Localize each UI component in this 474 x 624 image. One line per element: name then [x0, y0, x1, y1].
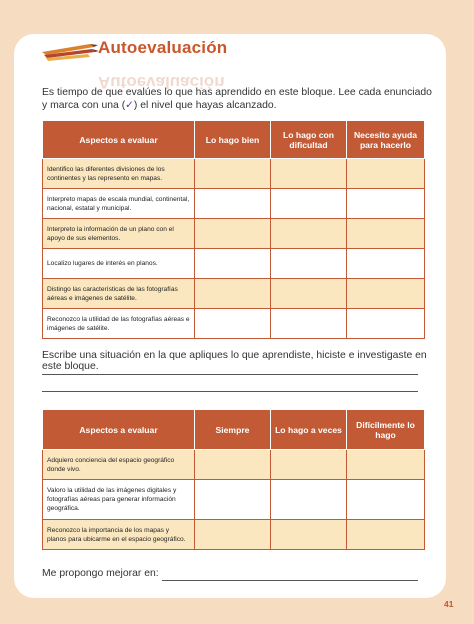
mark-cell[interactable]	[271, 480, 347, 520]
mark-cell[interactable]	[195, 219, 271, 249]
self-assessment-table-2	[42, 409, 425, 550]
mark-cell[interactable]	[347, 219, 425, 249]
self-assessment-table-1	[42, 120, 425, 339]
aspect-text: Distingo las características de las fotografías aéreas e imágenes de satélite.	[43, 279, 195, 309]
answer-line[interactable]	[42, 391, 418, 392]
col-header-with-difficulty: Lo hago con dificultad	[271, 121, 347, 159]
mark-cell[interactable]	[271, 219, 347, 249]
table-row	[43, 249, 425, 279]
mark-cell[interactable]	[195, 520, 271, 550]
improve-label: Me propongo mejorar en:	[42, 568, 159, 579]
table-row	[43, 480, 425, 520]
aspect-text: Localizo lugares de interés en planos.	[43, 249, 195, 279]
page-title: Autoevaluación	[98, 38, 228, 57]
mark-cell[interactable]	[271, 249, 347, 279]
mark-cell[interactable]	[195, 480, 271, 520]
mark-cell[interactable]	[271, 309, 347, 339]
aspect-text: Interpreto mapas de escala mundial, continental, nacional, estatal y municipal.	[43, 189, 195, 219]
mark-cell[interactable]	[271, 450, 347, 480]
mark-cell[interactable]	[271, 189, 347, 219]
section-header	[40, 38, 240, 92]
col-header-sometimes: Lo hago a veces	[271, 410, 347, 450]
instructions-text-a: Es tiempo de que evalúes lo que has aprendido en este bloque. Lee cada enunciado y marca con una (	[42, 87, 432, 111]
aspect-text: Interpreto la información de un plano con el apoyo de sus elementos.	[43, 219, 195, 249]
aspect-text: Valoro la utilidad de las imágenes digitales y fotografías aéreas para generar información geográfica.	[43, 480, 195, 520]
mark-cell[interactable]	[347, 520, 425, 550]
mark-cell[interactable]	[195, 249, 271, 279]
col-header-aspects: Aspectos a evaluar	[43, 410, 195, 450]
mark-cell[interactable]	[195, 450, 271, 480]
mark-cell[interactable]	[271, 279, 347, 309]
mark-cell[interactable]	[347, 309, 425, 339]
mark-cell[interactable]	[195, 309, 271, 339]
instructions-text-b: ) el nivel que hayas alcanzado.	[133, 100, 277, 111]
aspect-text: Identifico las diferentes divisiones de los continentes y las represento en mapas.	[43, 159, 195, 189]
improve-answer-line[interactable]	[162, 580, 418, 581]
table-row	[43, 219, 425, 249]
table-row	[43, 279, 425, 309]
col-header-do-well: Lo hago bien	[195, 121, 271, 159]
mark-cell[interactable]	[195, 159, 271, 189]
mark-cell[interactable]	[347, 279, 425, 309]
mark-cell[interactable]	[347, 159, 425, 189]
aspect-text: Reconozco la utilidad de las fotografías aéreas e imágenes de satélite.	[43, 309, 195, 339]
mark-cell[interactable]	[195, 189, 271, 219]
col-header-always: Siempre	[195, 410, 271, 450]
aspect-text: Adquiero conciencia del espacio geográfico donde vivo.	[43, 450, 195, 480]
mark-cell[interactable]	[347, 480, 425, 520]
instructions	[42, 86, 434, 112]
page-title-reflection: Autoevaluación	[98, 73, 225, 92]
mark-cell[interactable]	[347, 189, 425, 219]
answer-line[interactable]	[42, 374, 418, 375]
table-row	[43, 450, 425, 480]
table-row	[43, 159, 425, 189]
checkmark-icon: ✓	[125, 100, 134, 111]
pencils-icon	[40, 40, 100, 62]
col-header-need-help: Necesito ayuda para hacerlo	[347, 121, 425, 159]
mark-cell[interactable]	[347, 450, 425, 480]
table-row	[43, 520, 425, 550]
table-row	[43, 309, 425, 339]
table-row	[43, 189, 425, 219]
aspect-text: Reconozco la importancia de los mapas y planos para ubicarme en el espacio geográfico.	[43, 520, 195, 550]
col-header-aspects: Aspectos a evaluar	[43, 121, 195, 159]
col-header-rarely: Difícilmente lo hago	[347, 410, 425, 450]
mark-cell[interactable]	[195, 279, 271, 309]
situation-prompt: Escribe una situación en la que apliques lo que aprendiste, hiciste e investigaste en este bloque.	[42, 350, 427, 372]
mark-cell[interactable]	[271, 520, 347, 550]
mark-cell[interactable]	[347, 249, 425, 279]
mark-cell[interactable]	[271, 159, 347, 189]
page-number: 41	[444, 599, 454, 609]
